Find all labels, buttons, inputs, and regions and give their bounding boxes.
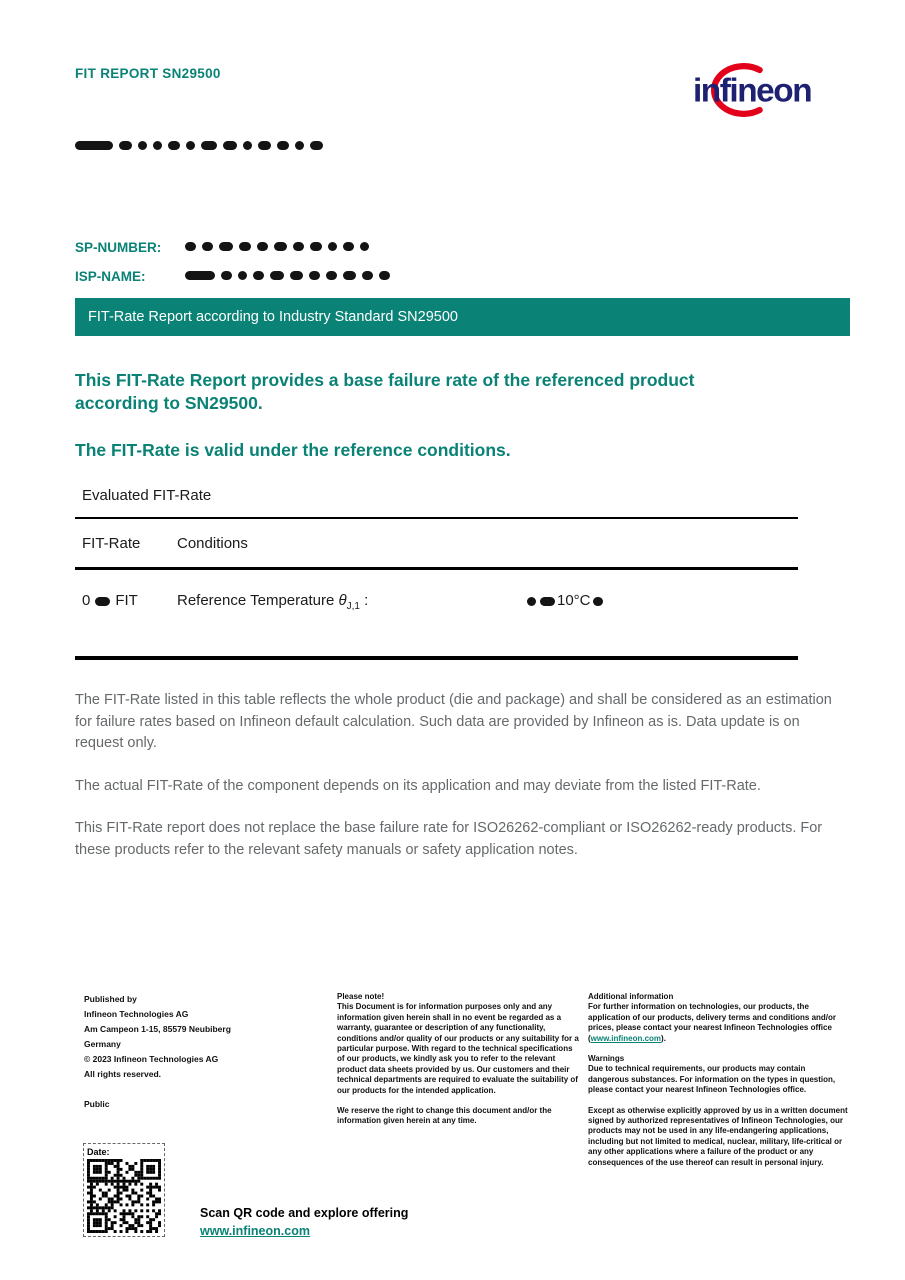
paragraph-estimation: The FIT-Rate listed in this table reflects the whole product (die and package) and shall be considered as an estimation for failure rates based on Infineon default calculation. Such data are provided by Infineon as is. Data update is on request only.: [75, 692, 832, 751]
footer-note-column: [337, 992, 581, 1127]
paragraph-iso26262: This FIT-Rate report does not replace the base failure rate for ISO26262-compliant or ISO26262-ready products. For these products refer to the relevant safety manuals or safety application notes.: [75, 820, 823, 858]
infineon-qr-link[interactable]: www.infineon.com: [200, 1224, 310, 1238]
visibility-label: Public: [84, 1099, 110, 1109]
reserve-rights-body: We reserve the right to change this document and/or the information given herein at any time.: [337, 1106, 552, 1126]
redacted-isp-name: [185, 267, 396, 285]
qr-date-box: [83, 1143, 165, 1237]
redacted-value-prefix: [525, 592, 557, 609]
please-note-heading: Please note!: [337, 992, 385, 1001]
body-paragraphs: [75, 690, 847, 882]
publisher-address: Am Campeon 1-15, 85579 Neubiberg: [84, 1024, 231, 1034]
redacted-product-name: [75, 137, 329, 155]
publisher-country: Germany: [84, 1039, 121, 1049]
condition-value-cell: 10°C: [525, 592, 605, 609]
table-header-row: [75, 519, 798, 570]
additional-info-body: For further information on technologies, our products, the application of our products, delivery terms and conditions and/or prices, please contact your nearest Infineon Technologies office (www.infineon.com).: [588, 1002, 837, 1043]
footer-additional-column: [588, 992, 848, 1168]
fit-rate-table: [75, 487, 798, 660]
redacted-fit-value: [90, 592, 115, 609]
column-header-fit-rate: FIT-Rate: [82, 535, 141, 552]
infineon-footer-link[interactable]: www.infineon.com: [590, 1033, 662, 1043]
condition-cell: Reference Temperature $\theta_{J,1}$ :: [177, 592, 369, 612]
footer-published-column: [84, 992, 264, 1112]
logo-wordmark: infineon: [692, 72, 812, 110]
paragraph-application: The actual FIT-Rate of the component depends on its application and may deviate from the listed FIT-Rate.: [75, 777, 761, 794]
additional-info-heading: Additional information: [588, 992, 674, 1001]
rights-line: All rights reserved.: [84, 1069, 162, 1079]
table-row: [75, 570, 798, 660]
published-by-heading: Published by: [84, 994, 137, 1004]
document-title: FIT REPORT SN29500: [75, 66, 221, 81]
legal-body: Except as otherwise explicitly approved by us in a written document signed by authorized representatives of Infineon Technologies, our products may not be used in any life-endangering applications, including but not limited to medical, nuclear, military, life-critical or any other applications where a failure of the product or any consequences of the use thereof can result in personal injury.: [588, 1105, 848, 1167]
isp-name-row: [75, 267, 396, 285]
isp-name-label: ISP-NAME:: [75, 268, 146, 284]
copyright-line: © 2023 Infineon Technologies AG: [84, 1054, 219, 1064]
redacted-sp-number: [185, 238, 375, 256]
sp-number-label: SP-NUMBER:: [75, 239, 162, 255]
qr-pattern: [87, 1159, 161, 1233]
date-label: Date:: [87, 1147, 110, 1157]
warnings-heading: Warnings: [588, 1054, 625, 1064]
report-statement-heading: This FIT-Rate Report provides a base failure rate of the referenced product according to SN29500.: [75, 370, 695, 414]
fit-rate-value-cell: 0 FIT: [82, 592, 138, 609]
report-standard-banner: FIT-Rate Report according to Industry Standard SN29500: [75, 298, 850, 336]
sp-number-row: [75, 238, 375, 256]
column-header-conditions: Conditions: [177, 535, 248, 552]
redacted-value-suffix: [591, 592, 605, 609]
warnings-body: Due to technical requirements, our products may contain dangerous substances. For information on the types in question, please contact your nearest Infineon Technologies office.: [588, 1064, 836, 1095]
qr-caption: Scan QR code and explore offering: [200, 1206, 409, 1220]
infineon-logo: [672, 58, 834, 122]
theta-symbol: θ: [338, 592, 347, 609]
validity-heading: The FIT-Rate is valid under the reference conditions.: [75, 440, 511, 460]
table-title: Evaluated FIT-Rate: [75, 487, 798, 519]
please-note-body: This Document is for information purposes only and any information given herein shall in no event be regarded as a warranty, guarantee or description of any functionality, conditions and/or quality of our products or any suitability for a particular purpose. With regard to the technical specifications of our products, we kindly ask you to refer to the relevant product data sheets provided by us. Our customers and their technical departments are required to evaluate the suitability of our products for the intended application.: [337, 1002, 579, 1095]
publisher-name: Infineon Technologies AG: [84, 1009, 189, 1019]
